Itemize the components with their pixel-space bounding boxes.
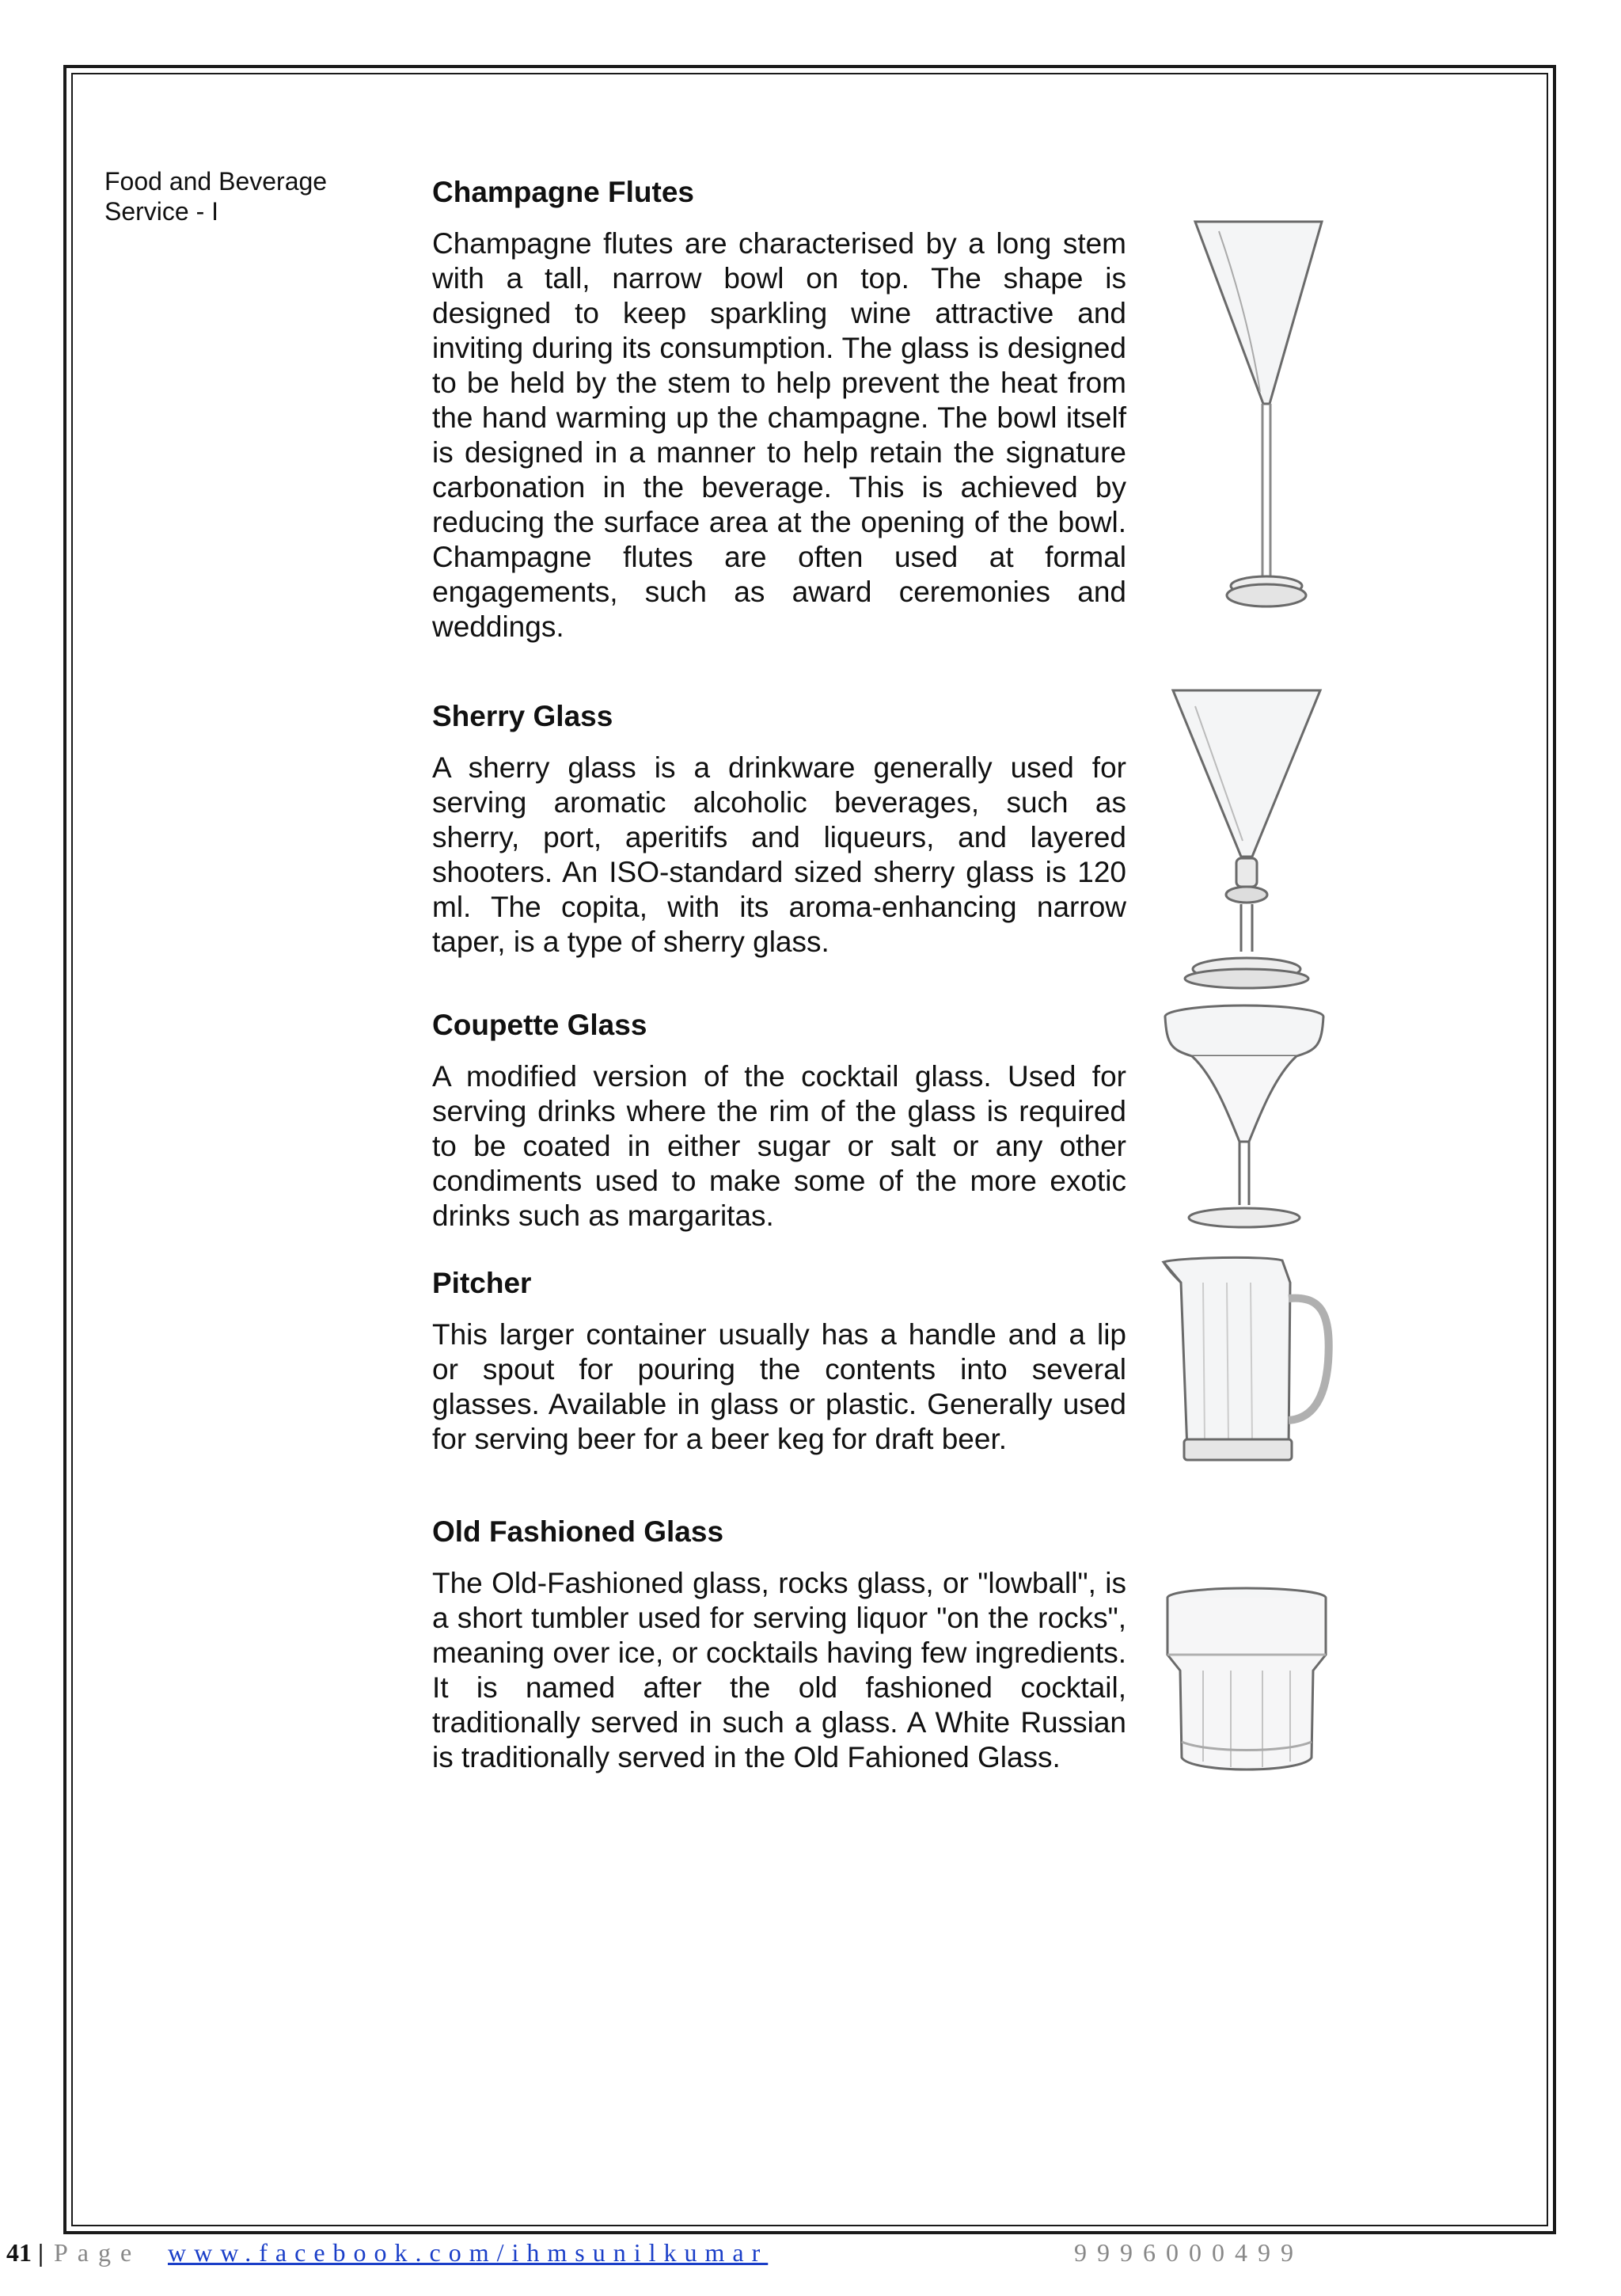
section-title: Champagne Flutes [432,176,694,208]
section-sherry-glass [432,698,1126,960]
page-footer [0,2233,1621,2272]
running-head: Food and Beverage Service - I [104,167,328,226]
pitcher-icon [1156,1251,1338,1473]
section-title: Old Fashioned Glass [432,1515,724,1548]
section-old-fashioned-glass [432,1514,1126,1775]
old-fashioned-glass-icon [1160,1583,1334,1789]
section-coupette-glass [432,1007,1126,1234]
champagne-flute-icon [1187,214,1330,618]
section-body: The Old-Fashioned glass, rocks glass, or "lowball", is a short tumbler used for serving liquor "on the rocks", meaning over ice, or cocktails having few ingredients. It is named after the old fashioned cocktail, traditionally served in such a glass. A White Russian is traditionally served in the Old Fahioned Glass. [432,1567,1126,1773]
section-pitcher [432,1265,1126,1457]
page-label: Page [54,2238,142,2267]
section-body: A modified version of the cocktail glass. Used for serving drinks where the rim of the glass is required to be coated in either sugar or salt or any other condiments used to make some of the more exotic drinks such as margaritas. [432,1060,1126,1232]
phone-number: 9996000499 [1074,2238,1304,2267]
page-number: 41 | [6,2238,44,2267]
coupette-glass-icon [1157,999,1331,1237]
section-title: Sherry Glass [432,700,613,732]
section-champagne-flutes [432,174,1126,644]
section-body: A sherry glass is a drinkware generally used for serving aromatic alcoholic beverages, such as sherry, port, aperitifs and liqueurs, and layered shooters. An ISO-standard sized sherry glass is 120 ml. The copita, with its aroma-enhancing narrow taper, is a type of sherry glass. [432,751,1126,958]
section-title: Pitcher [432,1267,532,1299]
sherry-glass-icon [1164,682,1330,993]
section-body: This larger container usually has a handle and a lip or spout for pouring the contents into several glasses. Available in glass or plastic. Generally used for serving beer for a beer keg for draft beer. [432,1318,1126,1455]
facebook-link[interactable]: www.facebook.com/ihmsunilkumar [168,2238,769,2267]
section-title: Coupette Glass [432,1009,647,1041]
section-body: Champagne flutes are characterised by a long stem with a tall, narrow bowl on top. The shape is designed to keep sparkling wine attractive and inviting during its consumption. The glass is designed to be held by the stem to help prevent the heat from the hand warming up the champagne. The bowl itself is designed in a manner to help retain the signature carbonation in the beverage. This is achieved by reducing the surface area at the opening of the bowl. Champagne flutes are often used at formal engagements, such as award ceremonies and weddings. [432,227,1126,643]
